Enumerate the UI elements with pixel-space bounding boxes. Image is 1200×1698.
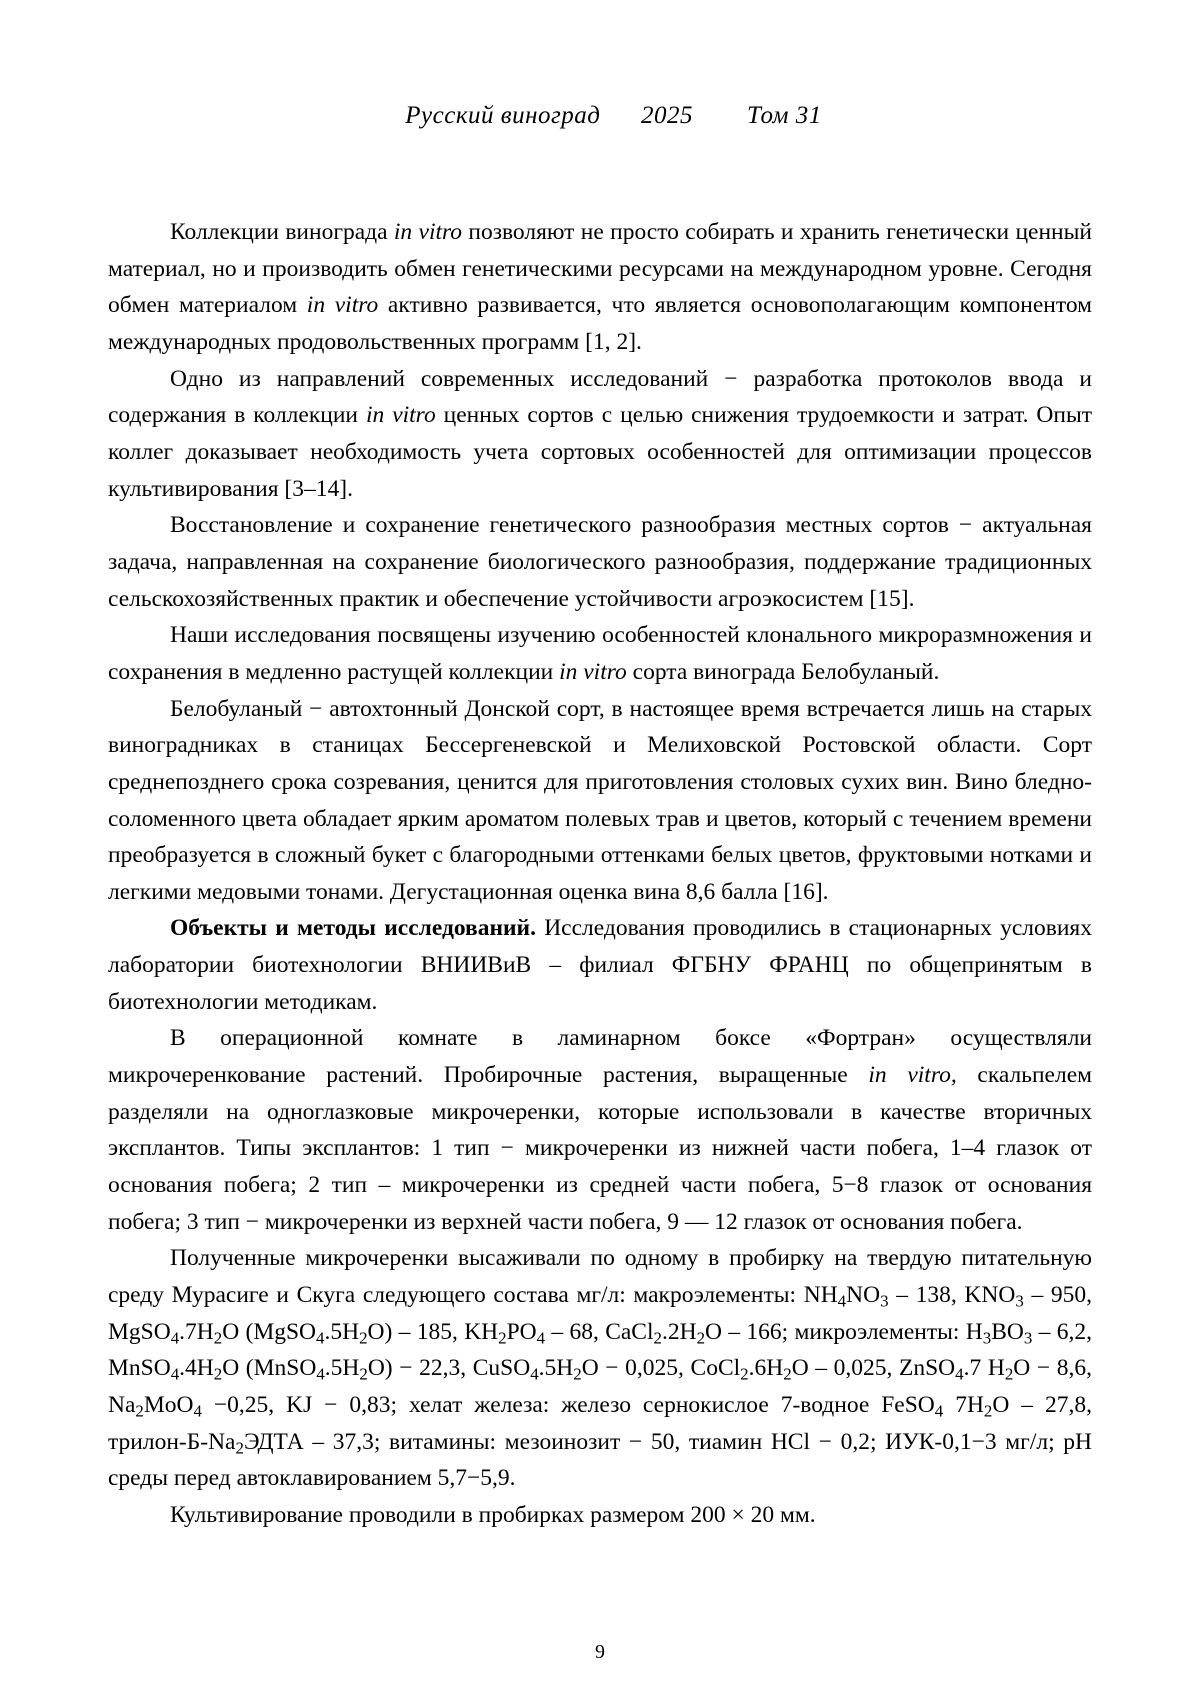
paragraph-methods-heading: Объекты и методы исследований. Исследования проводились в стационарных условиях лаборатории биотехнологии ВНИИВиВ – филиал ФГБНУ ФРАНЦ по общепринятым в биотехнологии методикам. [108,915,1092,1015]
running-head-text: Русский виноград 2025 Том 31 [405,102,822,129]
page-number: 9 [595,1641,605,1663]
paragraph-3: Восстановление и сохранение генетического разнообразия местных сортов − актуальная задача, направленная на сохранение биологического разнообразия, поддержание традиционных сельскохозяйственных практик и обеспечение устойчивости агроэкосистем [15]. [108,512,1092,612]
paragraph-1: Коллекции винограда in vitro позволяют не просто собирать и хранить генетически ценный материал, но и производить обмен генетическими ресурсами на международном уровне. Сегодня обмен материалом in vitro активно развивается, что является основополагающим компонентом международных продовольственных программ [1, 2]. [108,219,1092,355]
paragraph-9: Культивирование проводили в пробирках размером 200 × 20 мм. [170,1501,816,1528]
article-body [108,214,1092,1534]
paragraph-7: В операционной комнате в ламинарном боксе «Фортран» осуществляли микрочеренкование растений. Пробирочные растения, выращенные in vitro, скальпелем разделяли на одноглазковые микрочеренки, которые использовали в качестве вторичных эксплантов. Типы эксплантов: 1 тип − микрочеренки из нижней части побега, 1–4 глазок от основания побега; 2 тип – микрочеренки из средней части побега, 5−8 глазок от основания побега; 3 тип − микрочеренки из верхней части побега, 9 — 12 глазок от основания побега. [108,1025,1093,1235]
paragraph-5: Белобуланый − автохтонный Донской сорт, в настоящее время встречается лишь на старых виноградниках в станицах Бессергеневской и Мелиховской Ростовской области. Сорт среднепозднего срока созревания, ценится для приготовления столовых сухих вин. Вино бледно-соломенного цвета обладает ярким ароматом полевых трав и цветов, который с течением времени преобразуется в сложный букет с благородными оттенками белых цветов, фруктовыми нотками и легкими медовыми тонами. Дегустационная оценка вина 8,6 балла [16]. [108,695,1092,905]
running-head [108,74,1092,158]
paragraph-4: Наши исследования посвящены изучению особенностей клонального микроразмножения и сохранения в медленно растущей коллекции in vitro сорта винограда Белобуланый. [108,622,1092,685]
paragraph-2: Одно из направлений современных исследований − разработка протоколов ввода и содержания в коллекции in vitro ценных сортов с целью снижения трудоемкости и затрат. Опыт коллег доказывает необходимость учета сортовых особенностей для оптимизации процессов культивирования [3–14]. [108,365,1093,502]
paragraph-medium-composition: Полученные микрочеренки высаживали по одному в пробирку на твердую питательную среду Мурасиге и Скуга следующего состава мг/л: макроэлементы: $NH_4NO_3 - 138$, $KNO_3 - 950$, $MgSO_4.7H_2O$ $(MgSO_4.5H_2O) - 185$, $KH_2PO_4 - 68$, $CaCl_2.2H_2O - 166$; микроэлементы: $H_3BO_3 - 6,2$, $MnSO_4.4H_2O$ $(MnSO_4.5H_2O) - 22,3$, $CuSO_4.5H_2O - 0,025$, $CoCl_2.6H_2O - 0,025$, ZnSO$_4$.7 $H_2O - 8,6$, $Na_2MoO_4 -0,25$, KJ − 0,83; хелат железа: железо сернокислое 7-водное FeSO$_4$ $7H_2O - 27,8$, трилон-$Б-Na_2ЭДТА - 37,3$; витамины: мезоинозит − 50, тиамин HCl − 0,2; ИУК-0,1−3 мг/л; pH среды перед автоклавированием 5,7−5,9. [108,1245,1092,1492]
